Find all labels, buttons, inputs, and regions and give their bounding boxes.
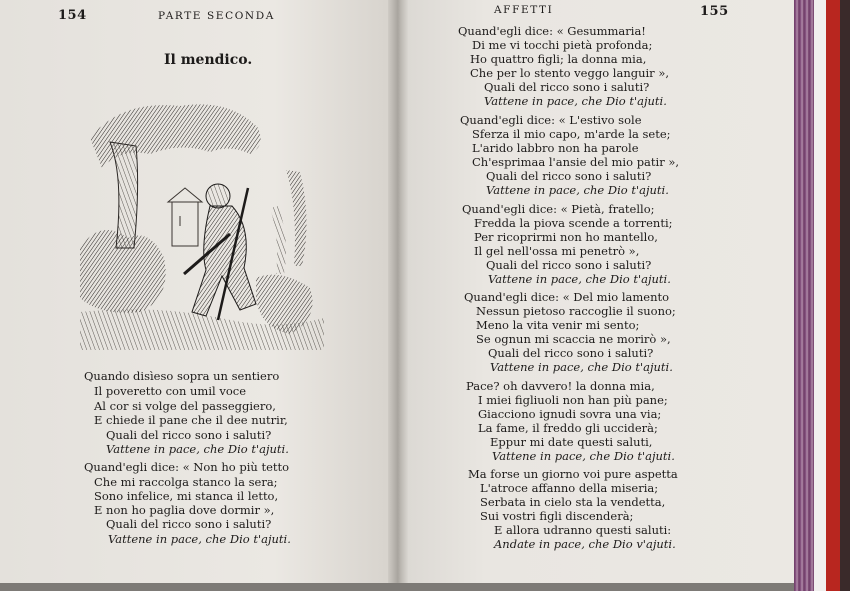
right-line: Sui vostri figli discenderà; bbox=[480, 509, 634, 523]
left-refrain: Vattene in pace, che Dio t'ajuti. bbox=[108, 532, 291, 546]
right-line: Ch'esprimaa l'ansie del mio patir », bbox=[472, 155, 680, 169]
page-edge-light bbox=[814, 0, 826, 591]
poem-title: Il mendico. bbox=[164, 52, 253, 68]
right-line: Che per lo stento veggo languir », bbox=[470, 66, 670, 80]
left-line: E non ho paglia dove dormir », bbox=[94, 503, 275, 517]
right-refrain: Andate in pace, che Dio v'ajuti. bbox=[494, 537, 676, 551]
left-line: Sono infelice, mi stanca il letto, bbox=[94, 489, 279, 503]
right-running-head: AFFETTI bbox=[494, 4, 554, 16]
left-line: Quali del ricco sono i saluti? bbox=[106, 428, 272, 442]
right-line: Serbata in cielo sta la vendetta, bbox=[480, 495, 666, 509]
left-line: Quand'egli dice: « Non ho più tetto bbox=[84, 460, 290, 474]
right-line: Per ricoprirmi non ho mantello, bbox=[474, 230, 658, 244]
left-page-number: 154 bbox=[58, 8, 87, 23]
right-refrain: Vattene in pace, che Dio t'ajuti. bbox=[484, 94, 667, 108]
right-line: La fame, il freddo gli ucciderà; bbox=[478, 421, 658, 435]
right-line: L'atroce affanno della miseria; bbox=[480, 481, 659, 495]
right-line: Giacciono ignudi sovra una via; bbox=[478, 407, 662, 421]
right-line: Sferza il mio capo, m'arde la sete; bbox=[472, 127, 671, 141]
right-line: Il gel nell'ossa mi penetrò », bbox=[474, 244, 640, 258]
left-line: Che mi raccolga stanco la sera; bbox=[94, 475, 278, 489]
right-line: Meno la vita venir mi sento; bbox=[476, 318, 640, 332]
right-line: Quali del ricco sono i saluti? bbox=[486, 258, 652, 272]
right-line: I miei figliuoli non han più pane; bbox=[478, 393, 668, 407]
left-line: Al cor si volge del passeggiero, bbox=[94, 399, 276, 413]
right-line: Di me vi tocchi pietà profonda; bbox=[472, 38, 653, 52]
bottom-shadow bbox=[0, 583, 794, 591]
right-refrain: Vattene in pace, che Dio t'ajuti. bbox=[486, 183, 669, 197]
right-line: Ma forse un giorno voi pure aspetta bbox=[468, 467, 678, 481]
left-running-head: PARTE SECONDA bbox=[158, 10, 275, 22]
book-cover-dark bbox=[840, 0, 850, 591]
right-line: L'arido labbro non ha parole bbox=[472, 141, 639, 155]
right-line: Ho quattro figli; la donna mia, bbox=[470, 52, 647, 66]
left-refrain: Vattene in pace, che Dio t'ajuti. bbox=[106, 442, 289, 456]
right-page-number: 155 bbox=[700, 4, 729, 19]
left-line: Quando disìeso sopra un sentiero bbox=[84, 369, 280, 383]
right-line: Quand'egli dice: « Del mio lamento bbox=[464, 290, 670, 304]
left-line: Il poveretto con umil voce bbox=[94, 384, 247, 398]
page-edges bbox=[794, 0, 814, 591]
right-line: Quand'egli dice: « Pietà, fratello; bbox=[462, 202, 655, 216]
right-line: Eppur mi date questi saluti, bbox=[490, 435, 653, 449]
right-line: Se ognun mi scaccia ne morirò », bbox=[476, 332, 671, 346]
left-line: E chiede il pane che il dee nutrir, bbox=[94, 413, 288, 427]
left-line: Quali del ricco sono i saluti? bbox=[106, 517, 272, 531]
right-line: Nessun pietoso raccoglie il suono; bbox=[476, 304, 676, 318]
right-line: E allora udranno questi saluti: bbox=[494, 523, 672, 537]
right-refrain: Vattene in pace, che Dio t'ajuti. bbox=[490, 360, 673, 374]
right-line: Quand'egli dice: « Gesummaria! bbox=[458, 24, 646, 38]
beggar-engraving bbox=[80, 98, 324, 350]
right-line: Quali del ricco sono i saluti? bbox=[484, 80, 650, 94]
book-cover-red bbox=[826, 0, 840, 591]
right-line: Pace? oh davvero! la donna mia, bbox=[466, 379, 655, 393]
right-line: Fredda la piova scende a torrenti; bbox=[474, 216, 673, 230]
right-line: Quali del ricco sono i saluti? bbox=[488, 346, 654, 360]
right-refrain: Vattene in pace, che Dio t'ajuti. bbox=[492, 449, 675, 463]
right-line: Quand'egli dice: « L'estivo sole bbox=[460, 113, 642, 127]
right-refrain: Vattene in pace, che Dio t'ajuti. bbox=[488, 272, 671, 286]
book-gutter bbox=[388, 0, 410, 591]
right-line: Quali del ricco sono i saluti? bbox=[486, 169, 652, 183]
